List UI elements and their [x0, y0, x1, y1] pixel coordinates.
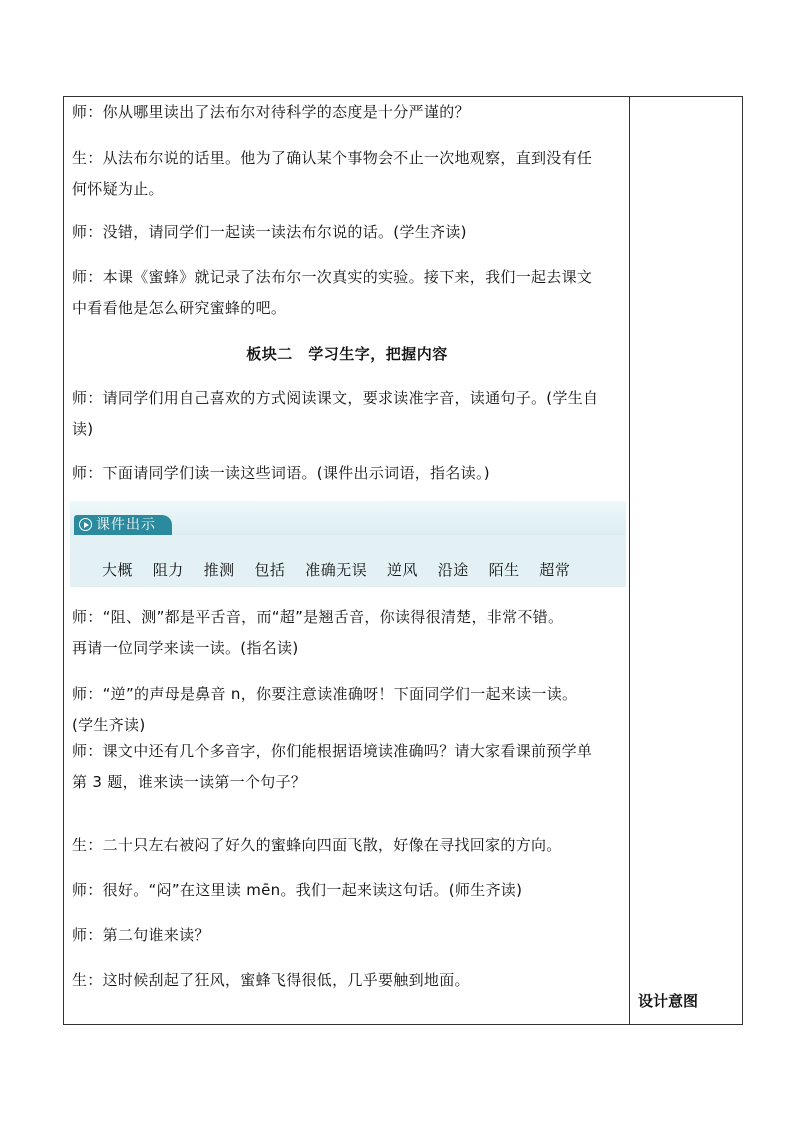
paragraph-student-sentence2: [72, 965, 624, 996]
vocab-word: 大概: [102, 561, 134, 579]
design-intent-label: 设计意图: [638, 992, 699, 1010]
vocab-word: 陌生: [488, 561, 520, 579]
courseware-word-list: [102, 559, 585, 580]
text-line: 再请一位同学来读一读。(指名读): [72, 639, 299, 657]
paragraph-teacher-nasal: [72, 679, 624, 741]
courseware-tab: [74, 515, 172, 535]
vocab-word: 逆风: [386, 561, 418, 579]
vocab-word: 超常: [539, 561, 571, 579]
paragraph-teacher-words: [72, 458, 624, 489]
play-icon: [79, 518, 92, 531]
lesson-table: [63, 96, 743, 1025]
paragraph-teacher-second: [72, 920, 624, 951]
text-line: 师：很好。“闷”在这里读 mēn。我们一起来读这句话。(师生齐读): [72, 881, 523, 899]
text-line: 何怀疑为止。: [72, 180, 164, 198]
lesson-content-column: [64, 97, 630, 1024]
text-line: 师：下面请同学们读一读这些词语。(课件出示词语，指名读。): [72, 464, 490, 482]
vocab-word: 包括: [254, 561, 286, 579]
text-line: 师：本课《蜜蜂》就记录了法布尔一次真实的实验。接下来，我们一起去课文: [72, 268, 593, 286]
paragraph-teacher-instruction: [72, 383, 624, 445]
text-line: 师：“逆”的声母是鼻音 n，你要注意读准确呀！下面同学们一起来读一读。: [72, 685, 578, 703]
paragraph-teacher-intro: [72, 262, 624, 324]
vocab-word: 准确无误: [305, 561, 368, 579]
text-line: 师：你从哪里读出了法布尔对待科学的态度是十分严谨的？: [72, 103, 470, 121]
text-line: 师：没错，请同学们一起读一读法布尔说的话。(学生齐读): [72, 223, 467, 241]
paragraph-teacher-men: [72, 875, 624, 906]
text-line: 生：从法布尔说的话里。他为了确认某个事物会不止一次地观察，直到没有任: [72, 149, 593, 167]
section-heading: 板块二 学习生字，把握内容: [246, 345, 448, 363]
vocab-word: 沿途: [437, 561, 469, 579]
text-line: 生：这时候刮起了狂风，蜜蜂飞得很低，几乎要触到地面。: [72, 971, 470, 989]
text-line: 第 3 题，谁来读一读第一个句子？: [72, 773, 307, 791]
courseware-label: 课件出示: [96, 517, 156, 533]
text-line: 师：课文中还有几个多音字，你们能根据语境读准确吗？请大家看课前预学单: [72, 742, 593, 760]
text-line: 生：二十只左右被闷了好久的蜜蜂向四面飞散，好像在寻找回家的方向。: [72, 836, 562, 854]
paragraph-teacher-read: [72, 217, 624, 248]
paragraph-student-answer: [72, 143, 624, 205]
text-line: 读): [72, 420, 94, 438]
text-line: 师：“阻、测”都是平舌音，而“超”是翘舌音，你读得很清楚，非常不错。: [72, 608, 564, 626]
paragraph-teacher-tones: [72, 602, 624, 664]
text-line: 中看看他是怎么研究蜜蜂的吧。: [72, 299, 287, 317]
text-line: (学生齐读): [72, 716, 146, 734]
text-line: 师：请同学们用自己喜欢的方式阅读课文，要求读准字音，读通句子。(学生自: [72, 389, 599, 407]
courseware-box: [70, 501, 626, 587]
vocab-word: 推测: [203, 561, 235, 579]
vocab-word: 阻力: [152, 561, 184, 579]
paragraph-teacher-polyphones: [72, 736, 624, 798]
design-intent-column: [630, 97, 742, 1024]
paragraph-teacher-question: [72, 97, 624, 128]
text-line: 师：第二句谁来读？: [72, 926, 210, 944]
paragraph-student-sentence1: [72, 830, 624, 861]
